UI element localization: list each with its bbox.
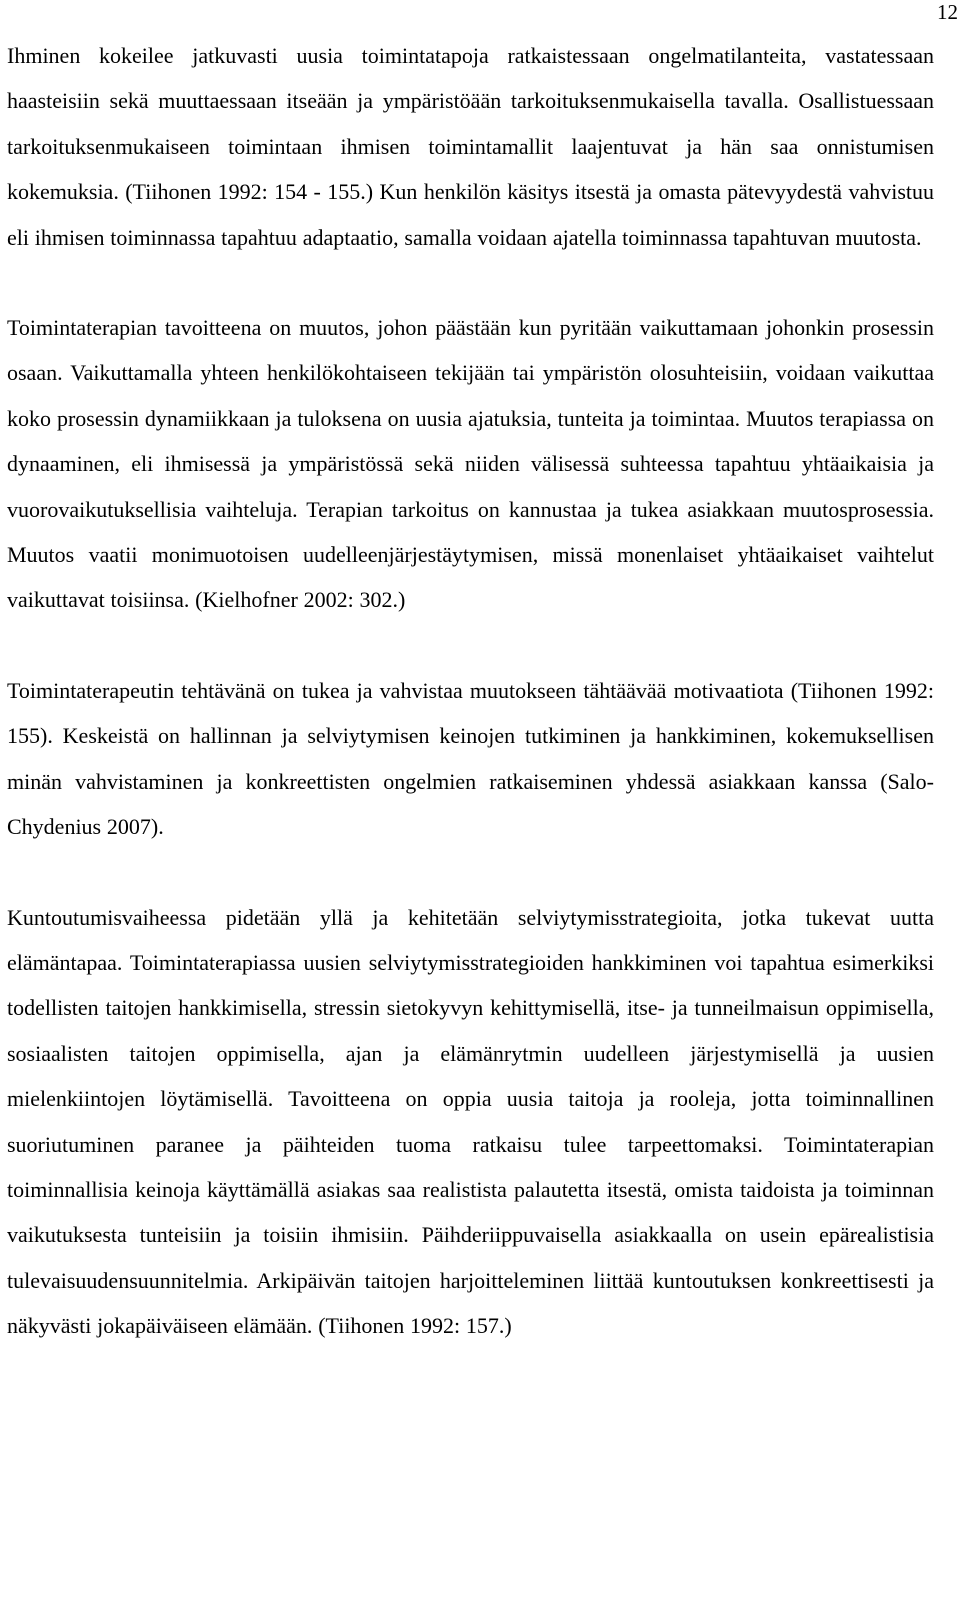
paragraph-rehabilitation-phase: Kuntoutumisvaiheessa pidetään yllä ja kehitetään selviytymisstrategioita, jotka tukevat uutta elämäntapaa. Toimintaterapiassa uusien selviytymisstrategioiden hankkiminen voi tapahtua esimerkiksi todellisten taitojen hankkimisella, stressin sietokyvyn kehittymisellä, itse- ja tunneilmaisun oppimisella, sosiaalisten taitojen oppimisella, ajan ja elämänrytmin uudelleen järjestymisellä ja uusien mielenkiintojen löytämisellä. Tavoitteena on oppia uusia taitoja ja rooleja, jotta toiminnallinen suoriutuminen paranee ja päihteiden tuoma ratkaisu tulee tarpeettomaksi. Toimintaterapian toiminnallisia keinoja käyttämällä asiakas saa realistista palautetta itsestä, omista taidoista ja toiminnan vaikutuksesta tunteisiin ja toisiin ihmisiin. Päihderiippuvaisella asiakkaalla on usein epärealistisia tulevaisuudensuunnitelmia. Arkipäivän taitojen harjoitteleminen liittää kuntoutuksen konkreettisesti ja näkyvästi jokapäiväiseen elämään. (Tiihonen 1992: 157.) (7, 904, 934, 1339)
paragraph-adaptation: Ihminen kokeilee jatkuvasti uusia toimintatapoja ratkaistessaan ongelmatilanteita, vastatessaan haasteisiin sekä muuttaessaan itseään ja ympäristöään tarkoituksenmukaisella tavalla. Osallistuessaan tarkoituksenmukaiseen toimintaan ihmisen toimintamallit laajentuvat ja hän saa onnistumisen kokemuksia. (Tiihonen 1992: 154 - 155.) Kun henkilön käsitys itsestä ja omasta pätevyydestä vahvistuu eli ihmisen toiminnassa tapahtuu adaptaatio, samalla voidaan ajatella toiminnassa tapahtuvan muutosta. (7, 43, 934, 250)
document-body (7, 33, 934, 1349)
page-number: 12 (937, 0, 958, 24)
paragraph-therapist-task: Toimintaterapeutin tehtävänä on tukea ja vahvistaa muutokseen tähtäävää motivaatiota (Tiihonen 1992: 155). Keskeistä on hallinnan ja selviytymisen keinojen tutkiminen ja hankkiminen, kokemuksellisen minän vahvistaminen ja konkreettisten ongelmien ratkaiseminen yhdessä asiakkaan kanssa (Salo-Chydenius 2007). (7, 677, 934, 840)
paragraph-change-goal: Toimintaterapian tavoitteena on muutos, johon päästään kun pyritään vaikuttamaan johonkin prosessin osaan. Vaikuttamalla yhteen henkilökohtaiseen tekijään tai ympäristön olosuhteisiin, voidaan vaikuttaa koko prosessin dynamiikkaan ja tuloksena on uusia ajatuksia, tunteita ja toimintaa. Muutos terapiassa on dynaaminen, eli ihmisessä ja ympäristössä sekä niiden välisessä suhteessa tapahtuu yhtäaikaisia ja vuorovaikutuksellisia vaihteluja. Terapian tarkoitus on kannustaa ja tukea asiakkaan muutosprosessia. Muutos vaatii monimuotoisen uudelleenjärjestäytymisen, missä monenlaiset yhtäaikaiset vaihtelut vaikuttavat toisiinsa. (Kielhofner 2002: 302.) (7, 315, 934, 613)
